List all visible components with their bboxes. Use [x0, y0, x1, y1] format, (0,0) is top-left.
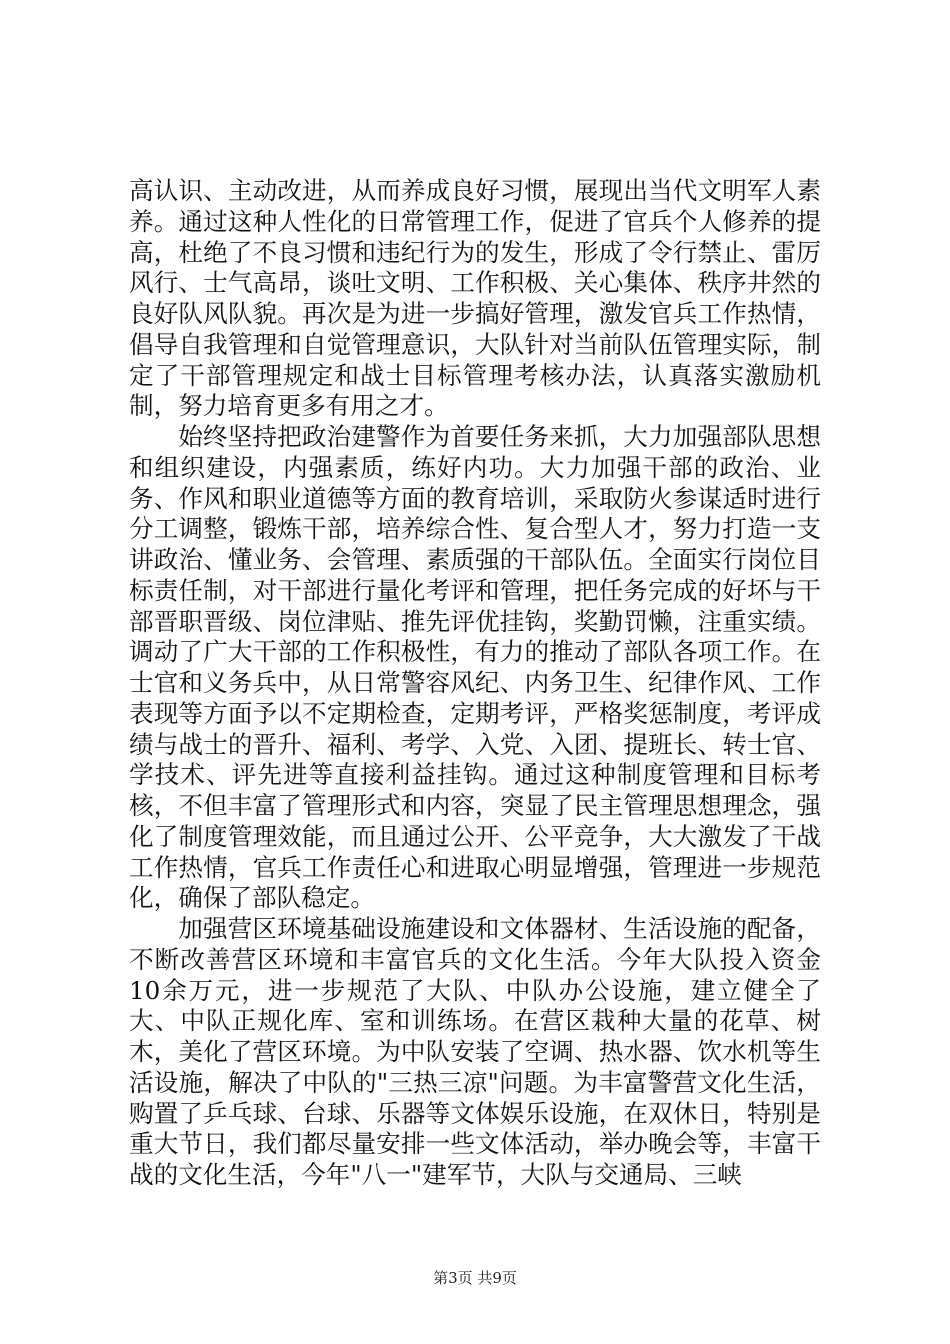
document-body — [129, 176, 821, 1191]
paragraph-3: 加强营区环境基础设施建设和文体器材、生活设施的配备，不断改善营区环境和丰富官兵的文化生活。今年大队投入资金10余万元，进一步规范了大队、中队办公设施，建立健全了大、中队正规化库、室和训练场。在营区栽种大量的花草、树木，美化了营区环境。为中队安装了空调、热水器、饮水机等生活设施，解决了中队的"三热三凉"问题。为丰富警营文化生活，购置了乒乓球、台球、乐器等文体娱乐设施，在双休日，特别是重大节日，我们都尽量安排一些文体活动，举办晚会等，丰富干战的文化生活，今年"八一"建军节，大队与交通局、三峡 — [129, 914, 821, 1189]
paragraph-2: 始终坚持把政治建警作为首要任务来抓，大力加强部队思想和组织建设，内强素质，练好内功。大力加强干部的政治、业务、作风和职业道德等方面的教育培训，采取防火参谋适时进行分工调整，锻炼干部，培养综合性、复合型人才，努力打造一支讲政治、懂业务、会管理、素质强的干部队伍。全面实行岗位目标责任制，对干部进行量化考评和管理，把任务完成的好坏与干部晋职晋级、岗位津贴、推先评优挂钩，奖勤罚懒，注重实绩。调动了广大干部的工作积极性，有力的推动了部队各项工作。在士官和义务兵中，从日常警容风纪、内务卫生、纪律作风、工作表现等方面予以不定期检查，定期考评，严格奖惩制度，考评成绩与战士的晋升、福利、考学、入党、入团、提班长、转士官、学技术、评先进等直接利益挂钩。通过这种制度管理和目标考核，不但丰富了管理形式和内容，突显了民主管理思想理念，强化了制度管理效能，而且通过公开、公平竞争，大大激发了干战工作热情，官兵工作责任心和进取心明显增强，管理进一步规范化，确保了部队稳定。 — [129, 422, 821, 913]
paragraph-1: 高认识、主动改进，从而养成良好习惯，展现出当代文明军人素养。通过这种人性化的日常管理工作，促进了官兵个人修养的提高，杜绝了不良习惯和违纪行为的发生，形成了令行禁止、雷厉风行、士气高昂，谈吐文明、工作积极、关心集体、秩序井然的良好队风队貌。再次是为进一步搞好管理，激发官兵工作热情，倡导自我管理和自觉管理意识，大队针对当前队伍管理实际，制定了干部管理规定和战士目标管理考核办法，认真落实激励机制，努力培育更多有用之才。 — [129, 176, 821, 421]
page-number-footer: 第3页 共9页 — [433, 1269, 517, 1287]
